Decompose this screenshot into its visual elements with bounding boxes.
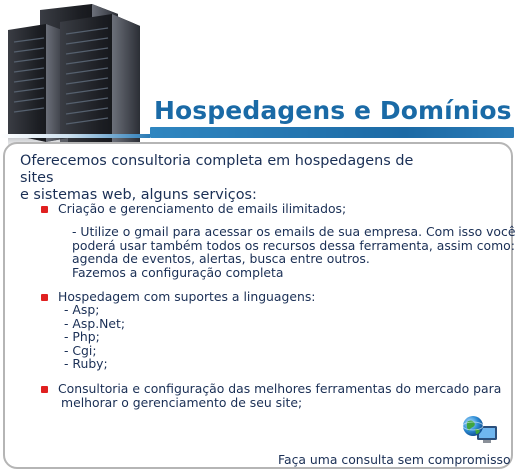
header-underline-fade <box>0 134 150 138</box>
service-label-continued: melhorar o gerenciamento de seu site; <box>61 395 303 410</box>
service-detail: agenda de eventos, alertas, busca entre outros. <box>72 251 370 266</box>
service-label: Criação e gerenciamento de emails ilimitados; <box>58 201 347 216</box>
page-title: Hospedagens e Domínios <box>154 96 512 125</box>
service-label: Consultoria e configuração das melhores ferramentas do mercado para <box>58 381 502 396</box>
service-detail: - Utilize o gmail para acessar os emails de sua empresa. Com isso você <box>72 224 516 239</box>
header-underline-bar <box>150 127 514 138</box>
red-square-bullet-icon <box>41 386 48 393</box>
service-detail: poderá usar também todos os recursos dessa ferramenta, assim como: <box>72 237 515 253</box>
language-item: - Cgi; <box>64 342 97 358</box>
language-item: - Asp.Net; <box>64 315 126 331</box>
intro-text <box>20 153 450 204</box>
language-item: - Asp; <box>64 302 100 317</box>
intro-line: Oferecemos consultoria completa em hospedagens de sites <box>20 153 414 186</box>
service-label: Hospedagem com suportes a linguagens: <box>58 289 316 304</box>
red-square-bullet-icon <box>41 206 48 213</box>
intro-line: e sistemas web, alguns serviços: <box>20 187 257 203</box>
language-item: - Ruby; <box>64 356 108 371</box>
globe-computer-icon <box>461 414 499 446</box>
language-item: - Php; <box>64 329 100 344</box>
footer-cta-text[interactable]: Faça uma consulta sem compromisso <box>278 452 511 467</box>
red-square-bullet-icon <box>41 294 48 301</box>
service-detail: Fazemos a configuração completa <box>72 264 284 280</box>
